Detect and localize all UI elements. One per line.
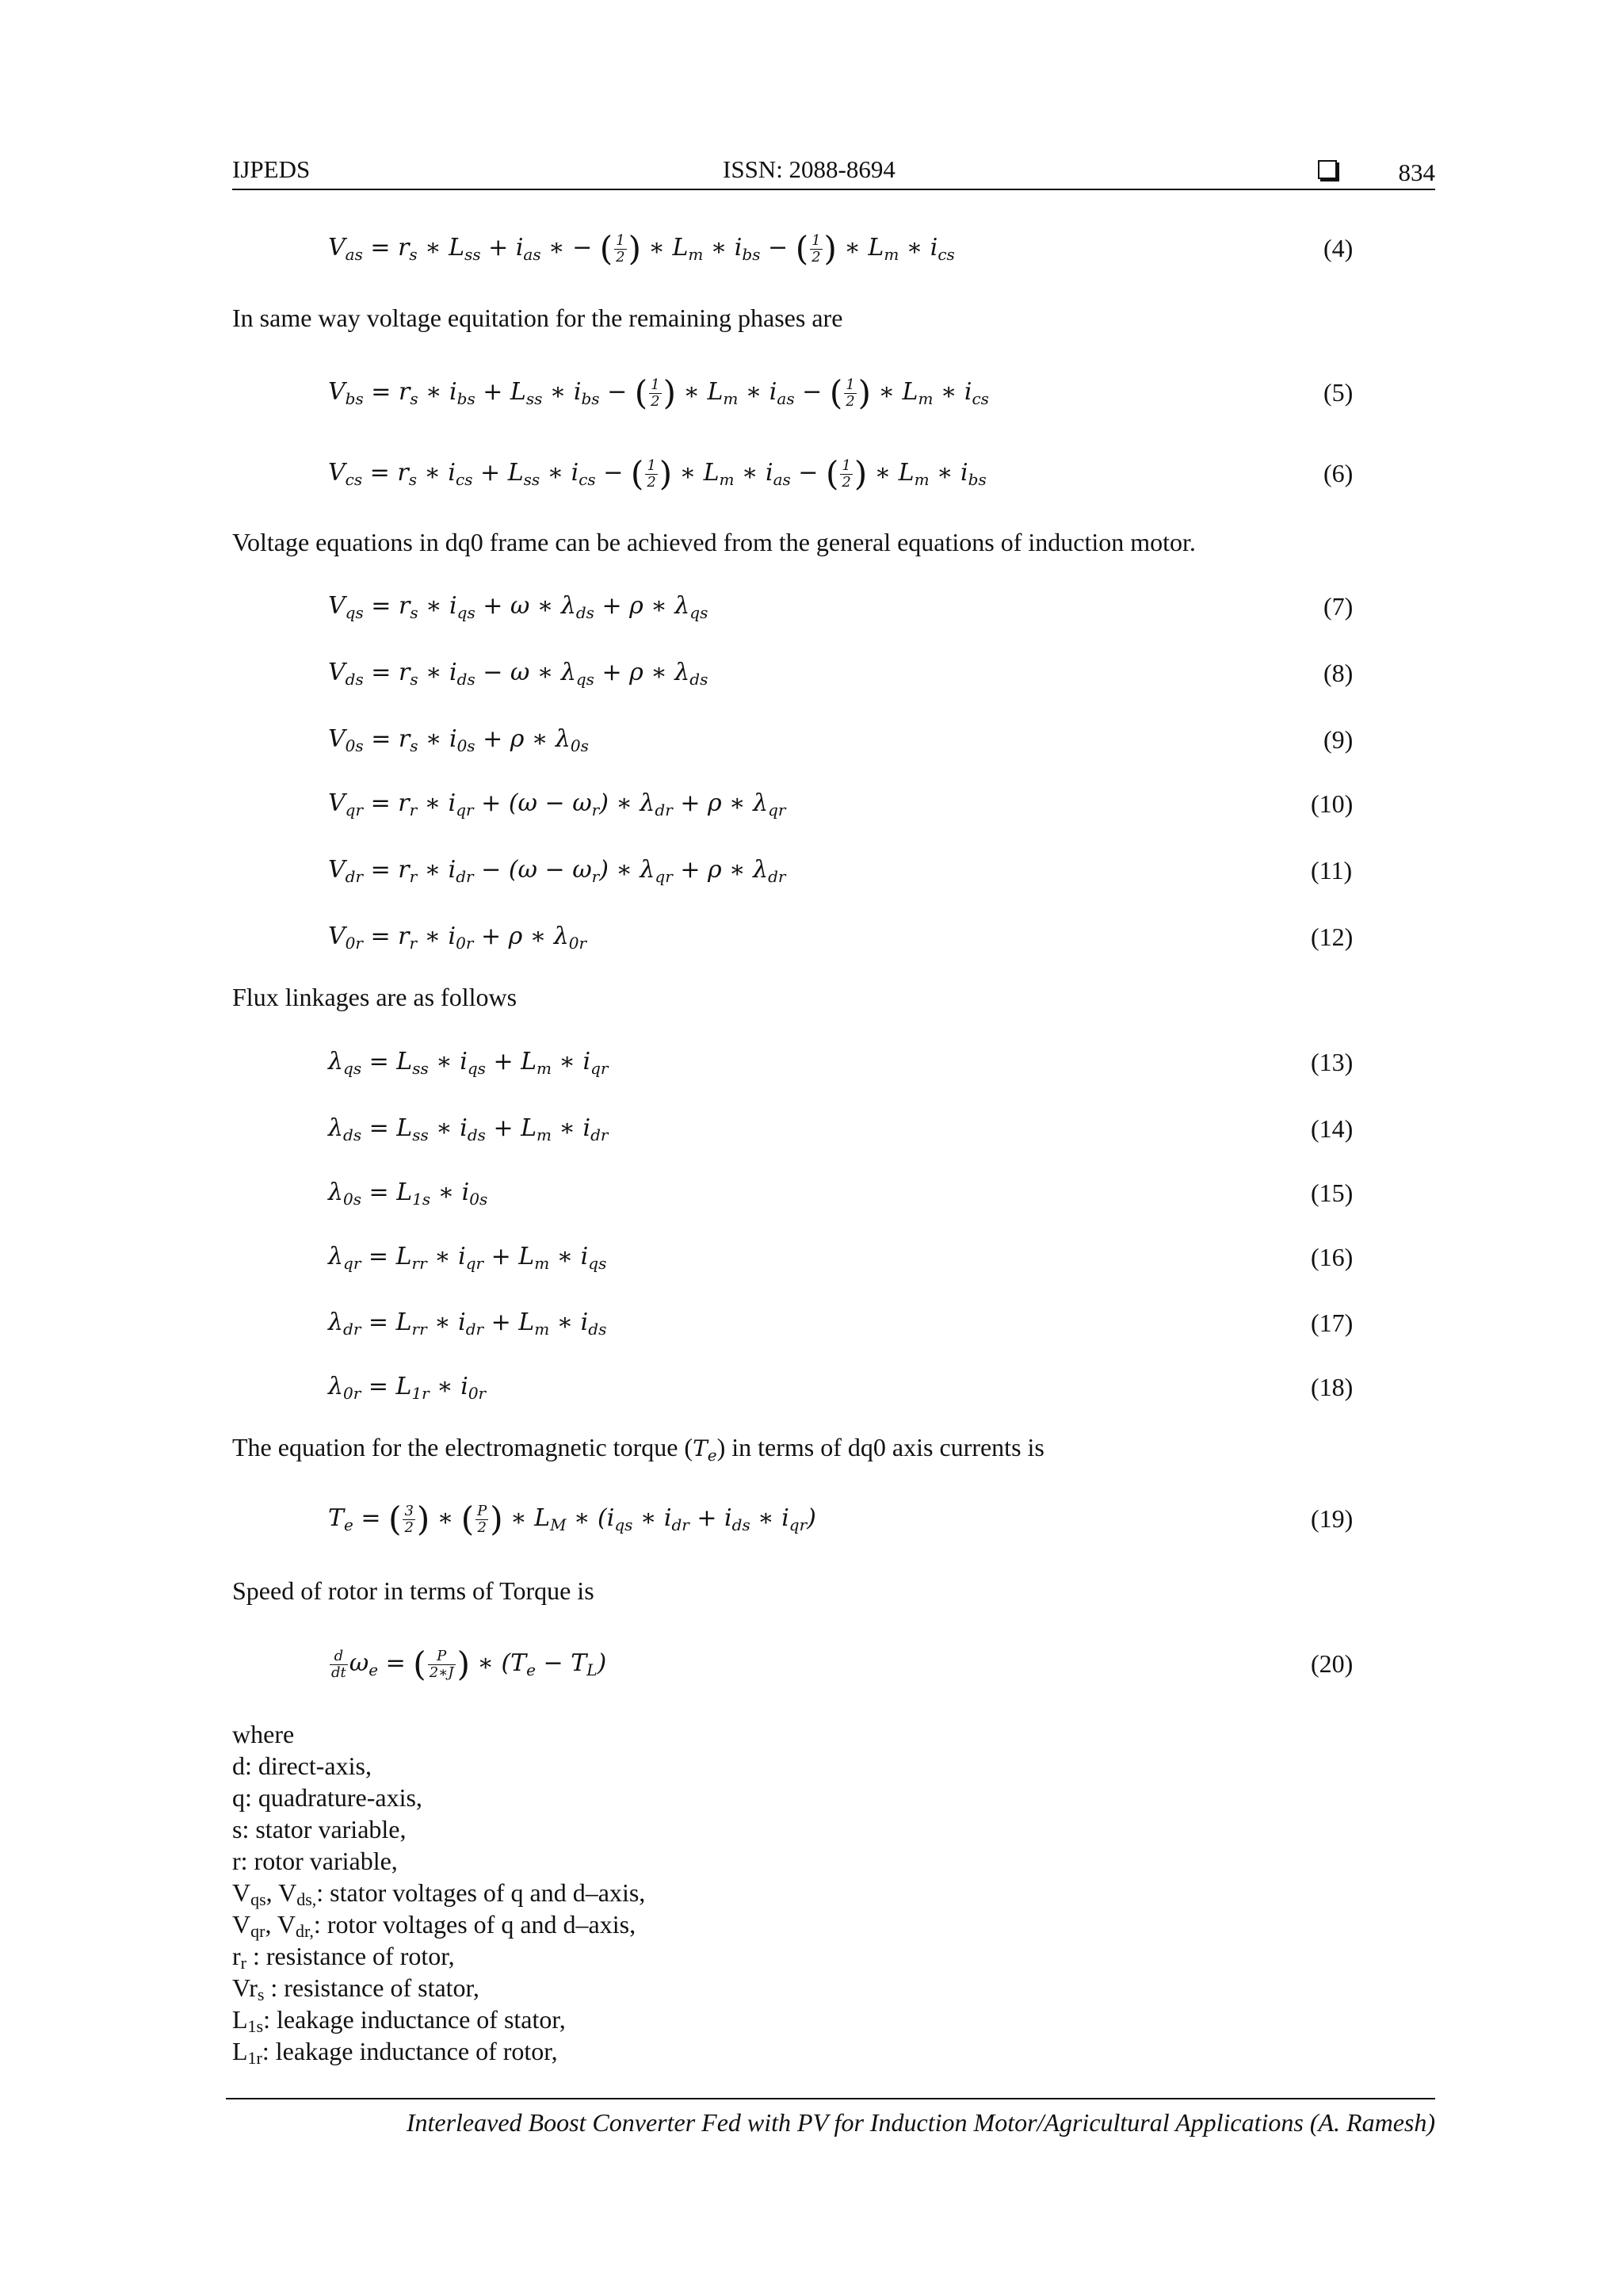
equation-number: (14) [1311,1114,1354,1143]
footer-rule [226,2098,1435,2099]
equation-8: $V_{ds} = r_s$ ∗ $i_{ds} - \omega$ ∗ $\lambda_{qs} + \rho$ ∗ $\lambda_{ds}$ [328,659,708,689]
equation-number: (5) [1323,378,1354,407]
page-number: 834 [1398,159,1435,186]
paragraph: The equation for the electromagnetic torque $(T_e)$ in terms of dq0 axis currents is [232,1433,1044,1465]
definition-r: r: rotor variable, [232,1847,398,1875]
paragraph: Speed of rotor in terms of Torque is [232,1576,594,1605]
definition-where: where [232,1720,295,1748]
equation-11: $V_{dr} = r_r$ ∗ $i_{dr} - (\omega - \omega_r)$ ∗ $\lambda_{qr} + \rho$ ∗ $\lambda_{dr}$ [328,856,786,886]
definition-l1s: $L_{1s}$: leakage inductance of stator, [232,2005,566,2036]
equation-number: (17) [1311,1308,1354,1337]
equation-number: (9) [1323,725,1354,754]
definition-r-r: $r_r$ : resistance of rotor, [232,1942,455,1973]
equation-17: $\lambda_{dr} = L_{rr}$ ∗ $i_{dr} + L_m$ ∗ $i_{ds}$ [328,1308,607,1339]
equation-13: $\lambda_{qs} = L_{ss}$ ∗ $i_{qs} + L_m$ ∗ $i_{qr}$ [328,1048,609,1078]
definition-q: q: quadrature-axis, [232,1783,422,1812]
page-header [232,155,1435,189]
text-segment: The equation for the electromagnetic torque ( [232,1433,693,1461]
equation-19: $T_e$ = ( $\frac{3}{2}$ ) ∗ ( $\frac{P}{2}$ ) ∗ $L_M$ ∗ ($i_{qs}$ ∗ $i_{dr} + i_{ds}$ ∗ $i_{qr}$) [328,1499,816,1538]
equation-number: (16) [1311,1243,1354,1271]
equation-number: (13) [1311,1048,1354,1076]
equation-number: (12) [1311,923,1354,951]
equation-15: $\lambda_{0s} = L_{1s}$ ∗ $i_{0s}$ [328,1179,488,1209]
square-bullet-icon [1318,160,1337,179]
journal-name: IJPEDS [232,155,311,183]
definition-r-s: $Vr_s$ : resistance of stator, [232,1973,479,2004]
equation-20: $\frac{d}{dt}$ $\omega_e$ = ( $\frac{P}{2∗J}$ ) ∗ $(T_e - T_L)$ [331,1645,607,1683]
equation-number: (4) [1323,234,1354,262]
definition-l1r: $L_{1r}$: leakage inductance of rotor, [232,2037,558,2068]
equation-number: (18) [1311,1373,1354,1401]
equation-number: (8) [1323,659,1354,687]
equation-18: $\lambda_{0r} = L_{1r}$ ∗ $i_{0r}$ [328,1373,487,1403]
definition-s: s: stator variable, [232,1815,407,1843]
paragraph: Flux linkages are as follows [232,983,517,1011]
equation-14: $\lambda_{ds} = L_{ss}$ ∗ $i_{ds} + L_m$ ∗ $i_{dr}$ [328,1114,609,1144]
equation-7: $V_{qs} = r_s$ ∗ $i_{qs} + \omega$ ∗ $\lambda_{ds} + \rho$ ∗ $\lambda_{qs}$ [328,592,708,622]
variable-definitions [232,1718,645,2067]
equation-4: $V_{as} = r_s$ ∗ $L_{ss} + i_{as}$ ∗ − ( $\frac{1}{2}$ ) ∗ $L_m$ ∗ $i_{bs}$ − ( $\frac{1}{2}$ ) ∗ $L_m$ ∗ $i_{cs}$ [328,229,955,268]
text-segment: ) in terms of dq0 axis currents is [716,1433,1044,1461]
equation-12: $V_{0r} = r_r$ ∗ $i_{0r} + \rho$ ∗ $\lambda_{0r}$ [328,923,587,953]
equation-number: (7) [1323,592,1354,621]
running-footer: Interleaved Boost Converter Fed with PV for Induction Motor/Agricultural Applications (A. Ramesh) [406,2108,1435,2137]
equation-number: (6) [1323,459,1354,487]
equation-number: (20) [1311,1649,1354,1678]
equation-number: (15) [1311,1179,1354,1207]
equation-10: $V_{qr} = r_r$ ∗ $i_{qr} + (\omega - \omega_r)$ ∗ $\lambda_{dr} + \rho$ ∗ $\lambda_{qr}$ [328,789,786,819]
paragraph: Voltage equations in dq0 frame can be achieved from the general equations of induction motor. [232,528,1196,556]
paragraph: In same way voltage equitation for the remaining phases are [232,304,843,332]
equation-9: $V_{0s} = r_s$ ∗ $i_{0s} + \rho$ ∗ $\lambda_{0s}$ [328,725,589,755]
equation-16: $\lambda_{qr} = L_{rr}$ ∗ $i_{qr} + L_m$ ∗ $i_{qs}$ [328,1243,607,1273]
definition-d: d: direct-axis, [232,1752,372,1780]
equation-number: (11) [1311,856,1353,884]
header-rule [232,189,1435,190]
equation-5: $V_{bs} = r_s$ ∗ $i_{bs} + L_{ss}$ ∗ $i_{bs}$ − ( $\frac{1}{2}$ ) ∗ $L_m$ ∗ $i_{as}$ − ( $\frac{1}{2}$ ) ∗ $L_m$ ∗ $i_{cs}$ [328,373,989,412]
definition-v-stator: $V_{qs}$, $V_{ds,}$: stator voltages of q and d–axis, [232,1878,646,1909]
equation-number: (10) [1311,789,1354,818]
equation-number: (19) [1311,1504,1354,1533]
definition-v-rotor: $V_{qr}$, $V_{dr,}$: rotor voltages of q and d–axis, [232,1910,636,1941]
issn: ISSN: 2088-8694 [723,155,896,183]
equation-6: $V_{cs} = r_s$ ∗ $i_{cs} + L_{ss}$ ∗ $i_{cs}$ − ( $\frac{1}{2}$ ) ∗ $L_m$ ∗ $i_{as}$ − ( $\frac{1}{2}$ ) ∗ $L_m$ ∗ $i_{bs}$ [328,454,987,493]
